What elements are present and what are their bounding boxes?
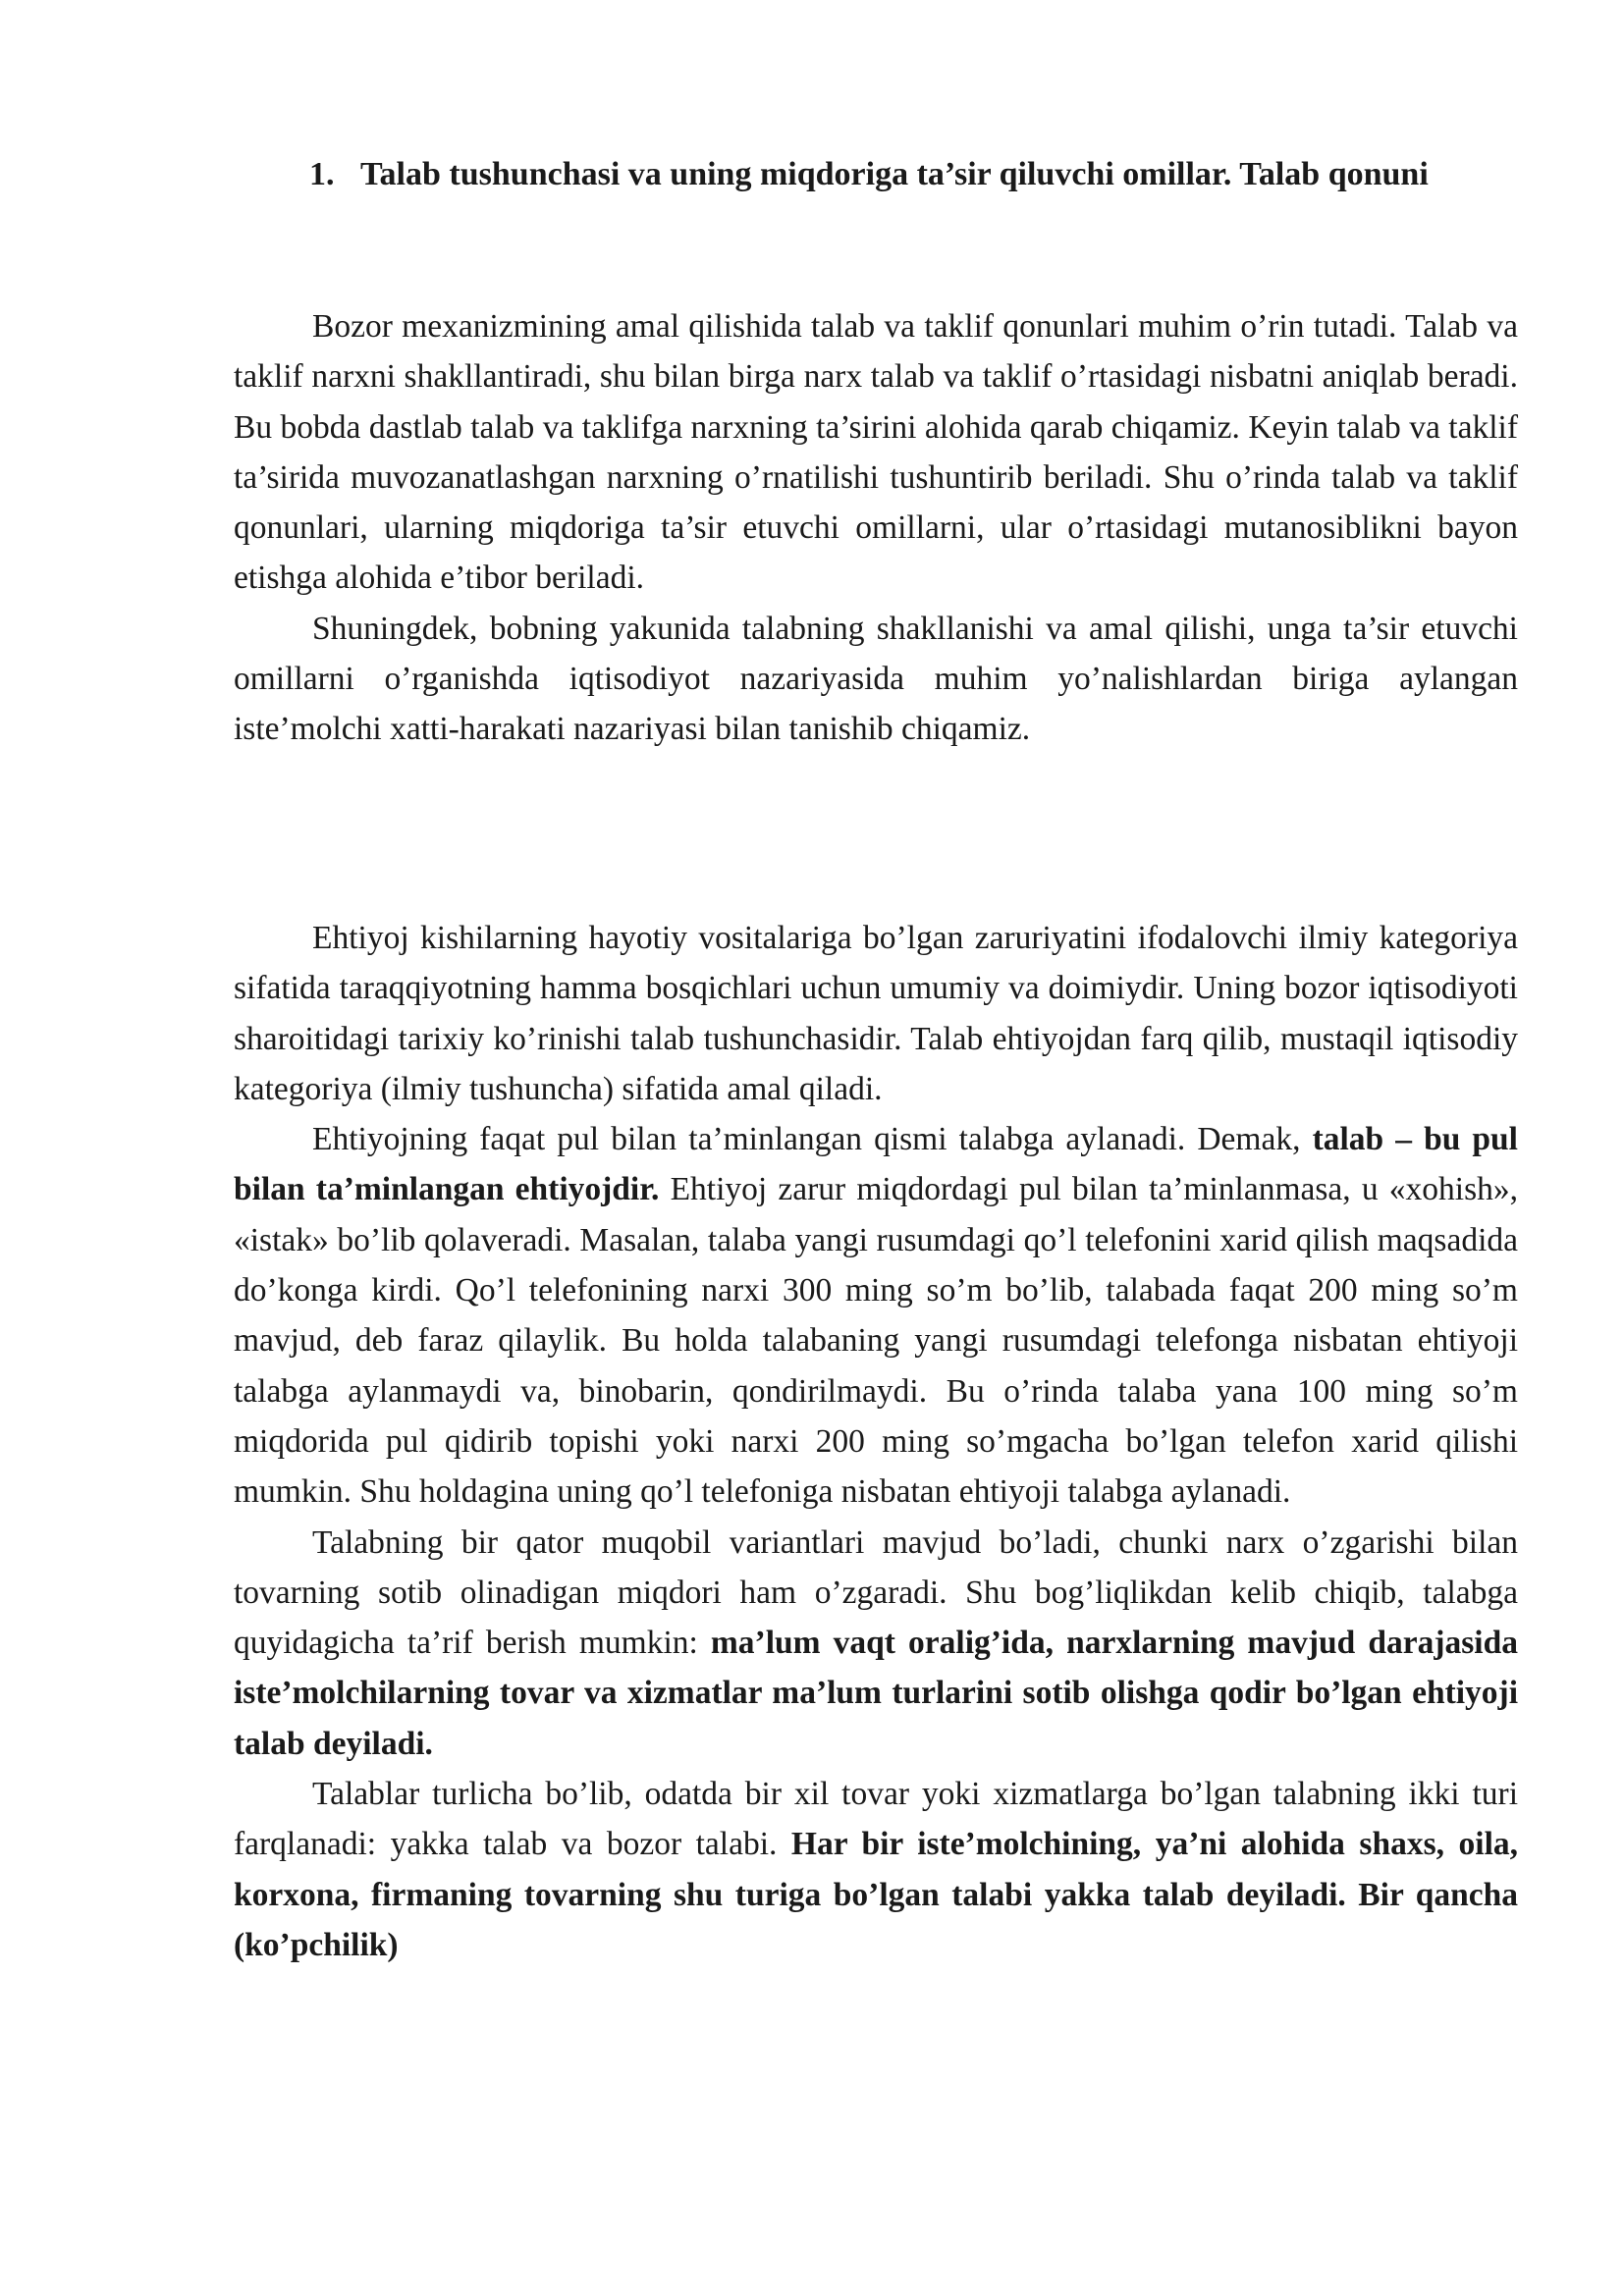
paragraph xyxy=(234,604,1518,755)
paragraph xyxy=(234,913,1518,1114)
paragraph xyxy=(234,1518,1518,1769)
paragraph-text: Talablar turlicha bo’lib, odatda bir xil tovar yoki xizmatlarga bo’lgan talabning ikki turi farqlanadi: yakka talab va bozor talabi. xyxy=(234,1776,1518,1863)
bold-definition: talab – bu pul bilan ta’minlangan ehtiyojdir. xyxy=(234,1121,1518,1208)
paragraph-text: Ehtiyoj kishilarning hayotiy vositalariga bo’lgan zaruriyatini ifodalovchi ilmiy kategoriya sifatida taraqqiyotning hamma bosqichlari uchun umumiy va doimiydir. Uning bozor iqtisodiyoti sharoitidagi tarixiy ko’rinishi talab tushunchasidir. Talab ehtiyojdan farq qilib, mustaqil iqtisodiy kategoriya (ilmiy tushuncha) sifatida amal qiladi. xyxy=(234,920,1518,1107)
bold-definition: Har bir iste’molchining, ya’ni alohida shaxs, oila, korxona, firmaning tovarning shu turiga bo’lgan talabi yakka talab deyiladi. Bir qancha (ko’pchilik) xyxy=(234,1826,1518,1963)
section-number: 1. xyxy=(309,156,335,192)
paragraph xyxy=(234,1114,1518,1517)
paragraph-text: Shuningdek, bobning yakunida talabning shakllanishi va amal qilishi, unga ta’sir etuvchi omillarni o’rganishda iqtisodiyot nazariyasida muhim yo’nalishlardan biriga aylangan iste’molchi xatti-harakati nazariyasi bilan tanishib chiqamiz. xyxy=(234,610,1518,748)
main-text-block xyxy=(234,913,1518,1970)
paragraph-text: Bozor mexanizmining amal qilishida talab va taklif qonunlari muhim o’rin tutadi. Talab va taklif narxni shakllantiradi, shu bilan birga narx talab va taklif o’rtasidagi nisbatni aniqlab beradi. Bu bobda dastlab talab va taklifga narxning ta’sirini alohida qarab chiqamiz. Keyin talab va taklif ta’sirida muvozanatlashgan narxning o’rnatilishi tushuntirib beriladi. Shu o’rinda talab va taklif qonunlari, ularning miqdoriga ta’sir etuvchi omillarni, ular o’rtasidagi mutanosiblikni bayon etishga alohida e’tibor beriladi. xyxy=(234,308,1518,597)
paragraph xyxy=(234,1769,1518,1970)
section-heading xyxy=(309,149,1527,200)
paragraph-text: Talabning bir qator muqobil variantlari mavjud bo’ladi, chunki narx o’zgarishi bilan tovarning sotib olinadigan miqdori ham o’zgaradi. Shu bog’liqlikdan kelib chiqib, talabga quyidagicha ta’rif berish mumkin: xyxy=(234,1523,1518,1662)
intro-text-block xyxy=(234,301,1518,755)
paragraph-text: Ehtiyoj zarur miqdordagi pul bilan ta’minlanmasa, u «xohish», «istak» bo’lib qolaveradi. Masalan, talaba yangi rusumdagi qo’l telefonini xarid qilish maqsadida do’konga kirdi. Qo’l telefonining narxi 300 ming so’m bo’lib, talabada faqat 200 ming so’m mavjud, deb faraz qilaylik. Bu holda talabaning yangi rusumdagi telefonga nisbatan ehtiyoji talabga aylanmaydi va, binobarin, qondirilmaydi. Bu o’rinda talaba yana 100 ming so’m miqdorida pul qidirib topishi yoki narxi 200 ming so’mgacha bo’lgan telefon xarid qilishi mumkin. Shu holdagina uning qo’l telefoniga nisbatan ehtiyoji talabga aylanadi. xyxy=(234,1171,1518,1511)
section-title: Talab tushunchasi va uning miqdoriga ta’sir qiluvchi omillar. Talab qonuni xyxy=(360,156,1429,192)
bold-definition: ma’lum vaqt oralig’ida, narxlarning mavjud darajasida iste’molchilarning tovar va xizmatlar ma’lum turlarini sotib olishga qodir bo’lgan ehtiyoji talab deyiladi. xyxy=(234,1625,1518,1762)
paragraph-text: Ehtiyojning faqat pul bilan ta’minlangan qismi talabga aylanadi. Demak, xyxy=(312,1121,1313,1158)
paragraph xyxy=(234,301,1518,604)
